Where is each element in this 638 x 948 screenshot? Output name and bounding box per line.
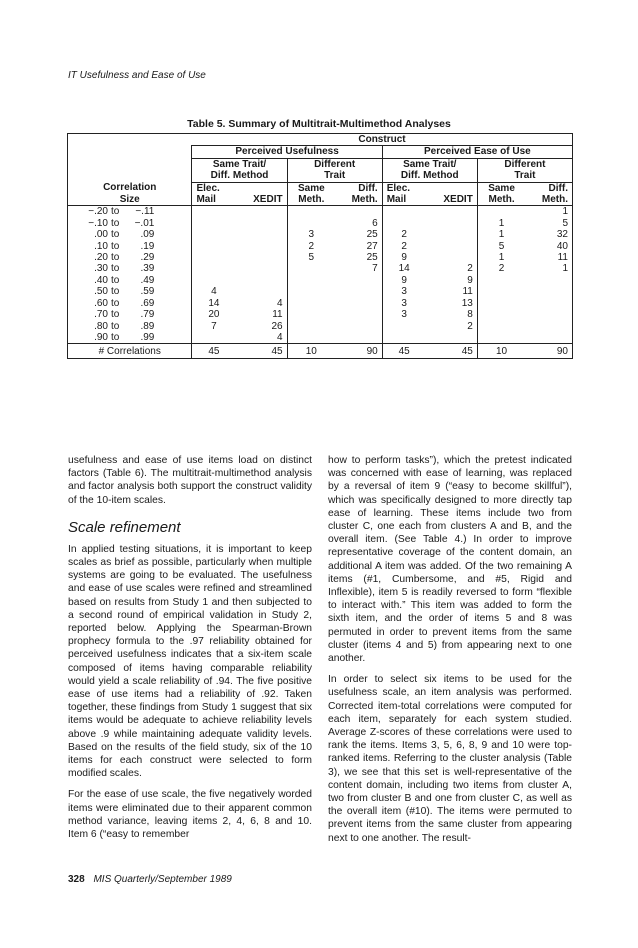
table-row <box>68 309 573 320</box>
table-cell <box>235 241 287 252</box>
table-cell: 3 <box>382 309 425 320</box>
table-cell: 1 <box>525 206 572 218</box>
table-cell <box>287 321 335 332</box>
paragraph: In applied testing situations, it is important to keep scales as brief as possible, particularly when multiple systems are going to be evaluated. The usefulness and ease of use scales were refined and streamlined based on results from Study 1 and then subjected to a second round of empirical validation in Study 2, reported below. Applying the Spearman-Brown prophecy formula to the .97 reliability obtained for perceived usefulness indicates that a six-item scale composed of items having comparable reliability would yield a scale reliability of .94. The five positive ease of use items had a reliability of .92. Taken together, these findings from Study 1 suggest that six items would be adequate to achieve reliability levels above .9 while maintaining adequate validity levels. Based on the results of the field study, six of the 10 items for each construct were selected to form modified scales. <box>68 543 312 780</box>
table-cell: 40 <box>525 241 572 252</box>
subgroup-diff-trait-line2: Trait <box>287 170 382 182</box>
table-cell <box>477 309 525 320</box>
table-cell <box>426 241 478 252</box>
table-cell <box>335 309 382 320</box>
totals-cell: 10 <box>477 344 525 358</box>
table-cell <box>287 275 335 286</box>
table-cell <box>192 252 235 263</box>
table-cell <box>287 332 335 344</box>
table-cell: 1 <box>477 252 525 263</box>
range-high: .99 <box>140 331 155 343</box>
table-cell <box>525 275 572 286</box>
correlation-range <box>68 241 192 252</box>
range-high: .29 <box>140 252 155 264</box>
table-cell: 27 <box>366 240 378 252</box>
correlation-range <box>68 309 192 320</box>
subgroup-same-trait-line2: Diff. Method <box>192 170 287 182</box>
table-cell <box>335 206 382 218</box>
range-low: .50 <box>94 286 108 298</box>
range-high: .49 <box>140 274 155 286</box>
table-cell <box>287 298 335 309</box>
table-cell <box>192 275 235 286</box>
range-high: .79 <box>140 309 155 321</box>
page-footer <box>68 874 232 885</box>
range-to: to <box>111 309 120 321</box>
table-cell <box>235 218 287 229</box>
table-cell: 2 <box>467 263 473 275</box>
table-cell <box>235 275 287 286</box>
range-to: to <box>111 286 120 298</box>
table-cell <box>525 286 572 297</box>
range-high: .09 <box>140 229 155 241</box>
totals-cell: 45 <box>426 344 478 358</box>
range-low: .20 <box>94 252 108 264</box>
correlation-range <box>68 286 192 297</box>
correlation-range <box>68 229 192 240</box>
table-cell: 9 <box>382 275 425 286</box>
table-cell <box>192 206 235 218</box>
totals-cell: 10 <box>287 344 335 358</box>
subgroup-same-trait-line2: Diff. Method <box>382 170 477 182</box>
table-cell: 7 <box>192 321 235 332</box>
table-cell <box>477 206 525 218</box>
totals-cell: 45 <box>382 344 425 358</box>
totals-cell: 45 <box>192 344 235 358</box>
table-cell: 1 <box>477 229 525 240</box>
table-cell <box>192 229 235 240</box>
table-cell <box>287 263 335 274</box>
table-cell: 3 <box>382 298 425 309</box>
table-cell <box>192 241 235 252</box>
left-text-column <box>68 454 312 849</box>
table-cell <box>235 206 287 218</box>
table-cell: 14 <box>192 298 235 309</box>
table-cell: 4 <box>192 286 235 297</box>
table-cell <box>335 332 382 344</box>
table-cell: 11 <box>525 252 572 263</box>
col-header: Meth. <box>335 194 382 206</box>
col-header: Same <box>287 182 335 194</box>
table-cell: 26 <box>271 320 283 332</box>
table-cell: 1 <box>477 218 525 229</box>
correlation-range <box>68 332 192 344</box>
table-cell: 11 <box>462 286 473 298</box>
col-header: Elec. <box>382 182 425 194</box>
table-title: Table 5. Summary of Multitrait-Multimethod Analyses <box>187 118 451 130</box>
range-to: to <box>111 240 120 252</box>
table-cell <box>426 218 478 229</box>
table-cell <box>382 218 425 229</box>
col-header: Diff. <box>358 182 378 194</box>
col-header: Same <box>477 182 525 194</box>
col-header: Elec. <box>192 182 235 194</box>
table-cell: 9 <box>382 252 425 263</box>
range-high: .39 <box>140 263 155 275</box>
table-cell <box>335 275 382 286</box>
range-low: .30 <box>94 263 108 275</box>
corr-header-line1: Correlation <box>68 182 192 194</box>
table-cell <box>525 309 572 320</box>
table-row <box>68 252 573 263</box>
table-cell: 2 <box>477 263 525 274</box>
right-text-column <box>328 454 572 853</box>
table-cell <box>477 275 525 286</box>
correlation-range <box>68 321 192 332</box>
range-to: to <box>111 331 120 343</box>
range-to: to <box>111 297 120 309</box>
table-cell: 14 <box>382 263 425 274</box>
table-row <box>68 241 573 252</box>
table-cell: 4 <box>277 297 283 309</box>
table-cell <box>477 298 525 309</box>
table-cell <box>235 286 287 297</box>
range-to: to <box>111 217 120 229</box>
table-cell <box>287 206 335 218</box>
table-cell: 25 <box>366 229 378 241</box>
table-cell <box>335 298 382 309</box>
table-cell <box>382 332 425 344</box>
table-cell <box>192 332 235 344</box>
journal-name: MIS Quarterly/September 1989 <box>93 874 232 885</box>
range-high: .19 <box>140 240 155 252</box>
table-row <box>68 298 573 309</box>
table-cell <box>426 252 478 263</box>
totals-cell: 90 <box>335 344 382 358</box>
table-row <box>68 263 573 274</box>
table-row <box>68 321 573 332</box>
range-to: to <box>111 229 120 241</box>
table-cell: 4 <box>235 332 287 344</box>
table-cell <box>287 218 335 229</box>
construct-header: Construct <box>192 134 573 146</box>
paragraph: In order to select six items to be used for the usefulness scale, an item analysis was performed. Corrected item-total correlations were computed for each item, separately for each system studied. Average Z-scores of these correlations were used to rank the items. Items 3, 5, 6, 8, 9 and 10 were top-ranked items. Referring to the cluster analysis (Table 3), we see that this set is well-representative of the content domain, including two items from cluster A, two from cluster B and one from cluster C, as well as the overall item (#10). The items were permuted to prevent items from the same cluster from appearing next to one another. The result- <box>328 674 572 844</box>
col-header: Mail <box>192 194 235 206</box>
range-to: to <box>111 263 120 275</box>
range-low: .70 <box>94 309 108 321</box>
table-cell: 6 <box>372 217 378 229</box>
totals-cell: 90 <box>525 344 572 358</box>
range-low: .80 <box>94 320 108 332</box>
col-header: Meth. <box>525 194 572 206</box>
range-low: −.20 <box>88 206 108 218</box>
table-cell: 2 <box>467 320 473 332</box>
table-cell <box>235 229 287 240</box>
table-row <box>68 286 573 297</box>
table-cell <box>525 321 572 332</box>
table-cell <box>192 218 235 229</box>
table-cell: 2 <box>382 241 425 252</box>
range-to: to <box>111 320 120 332</box>
table-cell: 13 <box>461 297 473 309</box>
correlation-range <box>68 298 192 309</box>
range-low: .60 <box>94 297 108 309</box>
subgroup-diff-trait-line1: Different <box>477 158 572 170</box>
col-header: Mail <box>382 194 425 206</box>
range-high: .89 <box>140 320 155 332</box>
group-header-usefulness: Perceived Usefulness <box>192 146 382 158</box>
table-cell: 8 <box>467 309 473 321</box>
table-cell <box>477 321 525 332</box>
correlation-range <box>68 275 192 286</box>
totals-row <box>68 344 573 358</box>
range-to: to <box>111 206 120 218</box>
range-low: .00 <box>94 229 108 241</box>
table-cell: 5 <box>477 241 525 252</box>
table-cell <box>477 332 525 344</box>
subgroup-same-trait-line1: Same Trait/ <box>192 158 287 170</box>
table-cell <box>382 206 425 218</box>
table-cell: 9 <box>467 274 473 286</box>
table-cell <box>335 321 382 332</box>
range-to: to <box>111 252 120 264</box>
range-to: to <box>111 274 120 286</box>
group-header-ease-of-use: Perceived Ease of Use <box>382 146 572 158</box>
table-cell: 25 <box>366 252 378 264</box>
table-cell: 7 <box>372 263 378 275</box>
table-cell: 3 <box>382 286 425 297</box>
table-cell: 2 <box>382 229 425 240</box>
correlation-range <box>68 218 192 229</box>
range-high: .59 <box>140 286 155 298</box>
table-cell: 5 <box>525 218 572 229</box>
table-cell <box>235 263 287 274</box>
running-head: IT Usefulness and Ease of Use <box>68 70 206 81</box>
table-cell: 3 <box>287 229 335 240</box>
table-row <box>68 275 573 286</box>
table-cell <box>287 286 335 297</box>
paragraph: usefulness and ease of use items load on distinct factors (Table 6). The multitrait-multimethod analysis and factor analysis both support the construct validity of the 10-item scales. <box>68 455 312 506</box>
table-cell <box>426 206 478 218</box>
table-cell <box>382 321 425 332</box>
correlation-range <box>68 206 192 218</box>
range-low: −.10 <box>88 217 108 229</box>
table-cell: 1 <box>525 263 572 274</box>
col-header: Meth. <box>477 194 525 206</box>
table-row <box>68 229 573 240</box>
subgroup-same-trait-line1: Same Trait/ <box>382 158 477 170</box>
subgroup-diff-trait-line2: Trait <box>477 170 572 182</box>
col-header: Diff. <box>525 182 572 194</box>
paragraph: how to perform tasks”), which the pretest indicated was concerned with ease of learning, was replaced by a reversal of item 9 (“easy to become skillful”), which was specifically designed to more directly tap ease of learning. These items include two from cluster C, one each from clusters A and B, and the overall item. (See Table 4.) In order to improve representative coverage of the content domain, an additional A item was added. Of the two remaining A items (#1, Cumbersome, and #5, Rigid and Inflexible), item 5 is readily reversed to form “flexible to interact with.” This item was added to form the sixth item, and the order of items 5 and 8 was permuted in order to prevent items from the same cluster (items 4 and 5) from appearing next to one another. <box>328 455 572 665</box>
totals-label: # Correlations <box>68 344 192 358</box>
table-row <box>68 332 573 344</box>
table-cell: 5 <box>287 252 335 263</box>
correlation-range <box>68 252 192 263</box>
page-number: 328 <box>68 874 85 885</box>
col-header: XEDIT <box>426 194 478 206</box>
range-high: −.01 <box>134 217 155 229</box>
table-cell <box>287 309 335 320</box>
subgroup-diff-trait-line1: Different <box>287 158 382 170</box>
table-cell <box>235 252 287 263</box>
range-low: .90 <box>94 331 108 343</box>
table-cell <box>192 263 235 274</box>
range-low: .10 <box>94 240 108 252</box>
section-heading: Scale refinement <box>68 518 181 536</box>
table-cell <box>525 332 572 344</box>
table-cell <box>426 229 478 240</box>
col-header: Meth. <box>287 194 335 206</box>
range-low: .40 <box>94 274 108 286</box>
correlation-range <box>68 263 192 274</box>
table-cell: 2 <box>287 241 335 252</box>
totals-cell: 45 <box>235 344 287 358</box>
table-row <box>68 218 573 229</box>
table-cell <box>477 286 525 297</box>
table-cell: 20 <box>192 309 235 320</box>
corr-header-line2: Size <box>68 194 192 206</box>
mtmm-table <box>67 133 573 359</box>
table-cell: 11 <box>272 309 283 321</box>
table-cell <box>426 332 478 344</box>
table-cell: 32 <box>525 229 572 240</box>
paragraph: For the ease of use scale, the five negatively worded items were eliminated due to their apparent common method variance, leaving items 2, 4, 6, 8 and 10. Item 6 (“easy to remember <box>68 789 312 841</box>
table-cell <box>335 286 382 297</box>
col-header: XEDIT <box>235 194 287 206</box>
table-row <box>68 206 573 218</box>
table-cell <box>525 298 572 309</box>
range-high: −.11 <box>135 206 155 218</box>
range-high: .69 <box>140 297 155 309</box>
